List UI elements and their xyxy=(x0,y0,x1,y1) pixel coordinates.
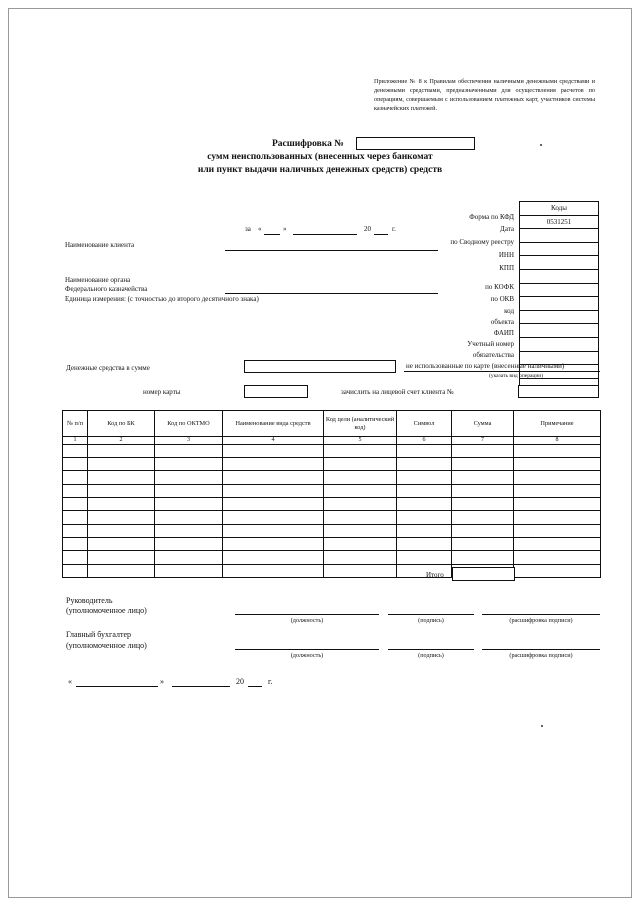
table-row xyxy=(63,458,601,471)
table-cell[interactable] xyxy=(324,484,397,497)
table-cell[interactable] xyxy=(223,471,324,484)
accountant-decoding-caption: (расшифровка подписи) xyxy=(509,652,573,659)
code-kofk[interactable] xyxy=(520,297,599,311)
table-cell[interactable] xyxy=(155,471,223,484)
table-cell[interactable] xyxy=(514,471,601,484)
table-cell[interactable] xyxy=(397,551,452,564)
label-uchetny: Учетный номер xyxy=(467,340,514,348)
bottom-date-day-field[interactable] xyxy=(76,686,158,687)
table-cell[interactable] xyxy=(514,498,601,511)
col-number: 1 xyxy=(63,437,88,445)
label-organ-2: Федерального казначейства xyxy=(65,285,148,293)
date-month-field[interactable] xyxy=(293,234,357,235)
col-number: 6 xyxy=(397,437,452,445)
table-cell[interactable] xyxy=(63,471,88,484)
col-header-fund-type: Наименование вида средств xyxy=(223,411,324,437)
table-cell[interactable] xyxy=(324,564,397,577)
col-number: 8 xyxy=(514,437,601,445)
table-cell[interactable] xyxy=(88,524,155,537)
table-cell[interactable] xyxy=(452,484,514,497)
total-label: Итого xyxy=(426,571,444,579)
money-amount-field[interactable] xyxy=(244,360,396,373)
table-cell[interactable] xyxy=(324,471,397,484)
table-cell[interactable] xyxy=(63,564,88,577)
label-money: Денежные средства в сумме xyxy=(66,364,150,372)
table-cell[interactable] xyxy=(63,524,88,537)
bottom-date-g: г. xyxy=(268,677,273,686)
table-cell[interactable] xyxy=(324,444,397,457)
card-number-field[interactable] xyxy=(244,385,308,398)
label-inn: ИНН xyxy=(498,251,514,259)
account-number-field[interactable] xyxy=(518,385,599,398)
table-row xyxy=(63,484,601,497)
label-organ-1: Наименование органа xyxy=(65,276,131,284)
label-obyazatelstva: обязательства xyxy=(472,351,514,359)
table-row xyxy=(63,498,601,511)
accountant-position-caption: (должность) xyxy=(290,652,324,659)
table-cell[interactable] xyxy=(155,511,223,524)
col-number: 7 xyxy=(452,437,514,445)
head-position-caption: (должность) xyxy=(290,617,324,624)
code-inn[interactable] xyxy=(520,256,599,270)
table-cell[interactable] xyxy=(88,551,155,564)
table-row xyxy=(63,471,601,484)
head-signature-field[interactable] xyxy=(388,614,474,615)
label-unit: Единица измерения: (с точностью до второго десятичного знака) xyxy=(65,295,259,303)
table-cell[interactable] xyxy=(155,564,223,577)
table-cell[interactable] xyxy=(63,511,88,524)
table-cell[interactable] xyxy=(88,484,155,497)
accountant-title-2: (уполномоченное лицо) xyxy=(66,641,147,650)
scan-speck xyxy=(541,725,543,727)
table-cell[interactable] xyxy=(155,444,223,457)
table-cell[interactable] xyxy=(324,551,397,564)
table-cell[interactable] xyxy=(223,537,324,550)
table-cell[interactable] xyxy=(397,458,452,471)
operation-hint: (указать вид операции) xyxy=(489,373,544,379)
head-decoding-caption: (расшифровка подписи) xyxy=(509,617,573,624)
client-name-field[interactable] xyxy=(225,250,438,251)
table-cell[interactable] xyxy=(88,537,155,550)
code-kpp[interactable] xyxy=(520,269,599,283)
table-cell[interactable] xyxy=(223,551,324,564)
table-cell[interactable] xyxy=(514,458,601,471)
table-cell[interactable] xyxy=(452,537,514,550)
table-cell[interactable] xyxy=(514,511,601,524)
accountant-title-1: Главный бухгалтер xyxy=(66,630,131,639)
table-cell[interactable] xyxy=(452,498,514,511)
head-decoding-field[interactable] xyxy=(482,614,600,615)
total-amount-field[interactable] xyxy=(452,567,515,581)
code-date[interactable] xyxy=(520,229,599,243)
label-forma-kfd: Форма по КФД xyxy=(469,213,514,221)
label-data: Дата xyxy=(500,225,514,233)
codes-header: Коды xyxy=(520,202,599,216)
head-position-field[interactable] xyxy=(235,614,379,615)
table-row xyxy=(63,537,601,550)
date-za: за xyxy=(245,225,251,233)
title-line1: Расшифровка № xyxy=(272,139,344,149)
label-okv: по ОКВ xyxy=(490,295,514,303)
table-cell[interactable] xyxy=(324,458,397,471)
table-cell[interactable] xyxy=(88,511,155,524)
table-row xyxy=(63,524,601,537)
operation-type-field[interactable] xyxy=(404,371,600,372)
head-title-2: (уполномоченное лицо) xyxy=(66,606,147,615)
label-credit-account: зачислить на лицевой счет клиента № xyxy=(341,388,454,396)
table-cell[interactable] xyxy=(63,458,88,471)
table-cell[interactable] xyxy=(452,511,514,524)
table-cell[interactable] xyxy=(397,444,452,457)
table-row xyxy=(63,551,601,564)
col-header-note: Примечание xyxy=(514,411,601,437)
bottom-date-month-field[interactable] xyxy=(172,686,230,687)
code-obekta[interactable] xyxy=(520,337,599,351)
table-cell[interactable] xyxy=(155,537,223,550)
code-kod[interactable] xyxy=(520,324,599,338)
col-number: 2 xyxy=(88,437,155,445)
code-forma-kfd[interactable]: 0531251 xyxy=(520,215,599,229)
appendix-note: Приложение № 8 к Правилам обеспечения наличными денежными средствами и денежными средствами, предназначенными для осуществления расчетов по операциям, совершаемым с использованием платежных карт, участников системы казначейских платежей. xyxy=(374,78,595,112)
table-cell[interactable] xyxy=(514,537,601,550)
accountant-signature-caption: (подпись) xyxy=(418,652,444,659)
table-cell[interactable] xyxy=(324,524,397,537)
table-cell[interactable] xyxy=(88,471,155,484)
col-header-purpose-code: Код цели (аналитический код) xyxy=(324,411,397,437)
scan-speck xyxy=(540,144,542,146)
table-cell[interactable] xyxy=(452,444,514,457)
code-blank[interactable] xyxy=(520,283,599,297)
table-cell[interactable] xyxy=(88,564,155,577)
table-cell[interactable] xyxy=(397,524,452,537)
organ-name-field[interactable] xyxy=(225,293,438,294)
col-number: 5 xyxy=(324,437,397,445)
table-cell[interactable] xyxy=(397,498,452,511)
code-svodny[interactable] xyxy=(520,242,599,256)
accountant-signature-field[interactable] xyxy=(388,649,474,650)
date-quote-close: » xyxy=(283,225,287,233)
table-cell[interactable] xyxy=(397,511,452,524)
table-cell[interactable] xyxy=(155,524,223,537)
table-cell[interactable] xyxy=(514,564,601,577)
table-cell[interactable] xyxy=(63,537,88,550)
date-year-prefix: 20 xyxy=(364,225,371,233)
operations-table xyxy=(62,410,601,578)
table-cell[interactable] xyxy=(63,484,88,497)
col-header-number: № п/п xyxy=(63,411,88,437)
code-okv[interactable] xyxy=(520,310,599,324)
table-cell[interactable] xyxy=(223,564,324,577)
table-cell[interactable] xyxy=(514,524,601,537)
table-cell[interactable] xyxy=(155,458,223,471)
title-line2: сумм неиспользованных (внесенных через банкомат xyxy=(207,152,433,162)
bottom-date-year-prefix: 20 xyxy=(236,677,244,686)
number-field[interactable] xyxy=(356,137,475,150)
table-cell[interactable] xyxy=(452,524,514,537)
bottom-date-year-field[interactable] xyxy=(248,686,262,687)
col-header-amount: Сумма xyxy=(452,411,514,437)
table-cell[interactable] xyxy=(397,537,452,550)
table-cell[interactable] xyxy=(155,551,223,564)
accountant-position-field[interactable] xyxy=(235,649,379,650)
label-svodny: по Сводному реестру xyxy=(450,238,514,246)
table-cell[interactable] xyxy=(452,458,514,471)
col-header-symbol: Символ xyxy=(397,411,452,437)
table-cell[interactable] xyxy=(223,444,324,457)
table-cell[interactable] xyxy=(63,498,88,511)
table-cell[interactable] xyxy=(324,537,397,550)
label-card-no: номер карты xyxy=(143,388,181,396)
table-cell[interactable] xyxy=(223,484,324,497)
head-title-1: Руководитель xyxy=(66,596,113,605)
date-year-field[interactable] xyxy=(374,234,388,235)
table-cell[interactable] xyxy=(223,498,324,511)
bottom-date-quote-open: « xyxy=(68,677,72,686)
table-cell[interactable] xyxy=(223,511,324,524)
table-cell[interactable] xyxy=(63,551,88,564)
table-row xyxy=(63,564,601,577)
label-kofk: по КОФК xyxy=(485,283,514,291)
accountant-decoding-field[interactable] xyxy=(482,649,600,650)
label-obekta: объекта xyxy=(490,318,514,326)
table-cell[interactable] xyxy=(514,444,601,457)
table-cell[interactable] xyxy=(88,498,155,511)
label-faip: ФАИП xyxy=(493,329,514,337)
table-cell[interactable] xyxy=(324,511,397,524)
table-cell[interactable] xyxy=(452,551,514,564)
table-cell[interactable] xyxy=(63,444,88,457)
table-cell[interactable] xyxy=(514,551,601,564)
label-client: Наименование клиента xyxy=(65,241,135,249)
head-signature-caption: (подпись) xyxy=(418,617,444,624)
label-not-used: не использованные по карте (внесенные наличными) xyxy=(406,362,565,370)
table-cell[interactable] xyxy=(324,498,397,511)
table-cell[interactable] xyxy=(155,498,223,511)
bottom-date-quote-close: » xyxy=(160,677,164,686)
table-row xyxy=(63,444,601,457)
table-cell[interactable] xyxy=(155,484,223,497)
table-cell[interactable] xyxy=(88,444,155,457)
date-quote-open: « xyxy=(258,225,262,233)
table-row xyxy=(63,511,601,524)
date-day-field[interactable] xyxy=(264,234,280,235)
table-cell[interactable] xyxy=(88,458,155,471)
table-cell[interactable] xyxy=(397,484,452,497)
col-header-kbk: Код по БК xyxy=(88,411,155,437)
table-cell[interactable] xyxy=(223,458,324,471)
date-g: г. xyxy=(392,225,396,233)
table-cell[interactable] xyxy=(397,471,452,484)
label-kpp: КПП xyxy=(499,264,514,272)
col-number: 3 xyxy=(155,437,223,445)
table-cell[interactable] xyxy=(223,524,324,537)
table-cell[interactable] xyxy=(514,484,601,497)
col-number: 4 xyxy=(223,437,324,445)
title-line3: или пункт выдачи наличных денежных средств) средств xyxy=(197,165,443,175)
table-cell[interactable] xyxy=(452,471,514,484)
col-header-oktmo: Код по ОКТМО xyxy=(155,411,223,437)
label-kod: код xyxy=(504,307,514,315)
